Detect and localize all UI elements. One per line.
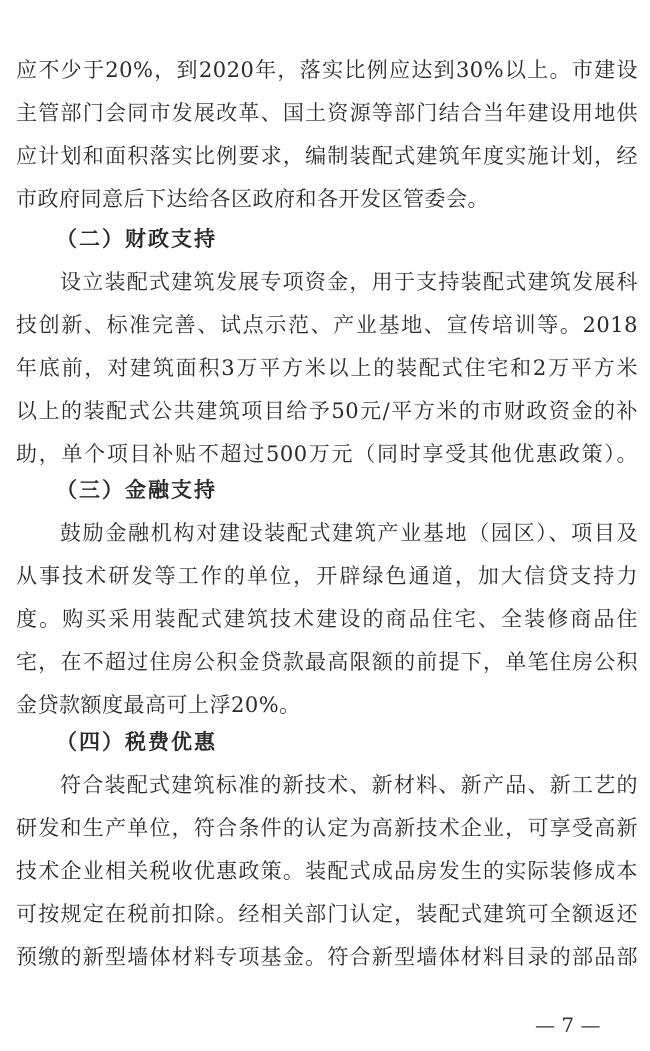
- section-heading-financial-support: （三）金融支持: [56, 478, 217, 502]
- paragraph-line: 符合装配式建筑标准的新技术、新材料、新产品、新工艺的: [60, 773, 638, 797]
- paragraph-line: 技术企业相关税收优惠政策。装配式成品房发生的实际装修成本: [16, 859, 638, 883]
- paragraph-line: 以上的装配式公共建筑项目给予50元/平方米的市财政资金的补: [16, 399, 638, 423]
- paragraph-line: 金贷款额度最高可上浮20%。: [16, 693, 301, 717]
- section-heading-fiscal-support: （二）财政支持: [56, 227, 217, 251]
- paragraph-line: 助，单个项目补贴不超过500万元（同时享受其他优惠政策）。: [16, 442, 638, 466]
- paragraph-line: 设立装配式建筑发展专项资金，用于支持装配式建筑发展科: [60, 270, 638, 294]
- paragraph-line: 宅，在不超过住房公积金贷款最高限额的前提下，单笔住房公积: [16, 650, 638, 674]
- paragraph-line: 预缴的新型墙体材料专项基金。符合新型墙体材料目录的部品部: [16, 945, 638, 969]
- paragraph-line: 技创新、标准完善、试点示范、产业基地、宣传培训等。2018: [16, 313, 638, 337]
- paragraph-line: 年底前，对建筑面积3万平方米以上的装配式住宅和2万平方米: [16, 356, 638, 380]
- page-number: — 7 —: [535, 1013, 601, 1037]
- paragraph-line: 可按规定在税前扣除。经相关部门认定，装配式建筑可全额返还: [16, 902, 638, 926]
- paragraph-line: 应不少于20%，到2020年，落实比例应达到30%以上。市建设: [16, 58, 638, 82]
- paragraph-line: 应计划和面积落实比例要求，编制装配式建筑年度实施计划，经: [16, 144, 638, 168]
- paragraph-line: 鼓励金融机构对建设装配式建筑产业基地（园区）、项目及: [60, 521, 638, 545]
- paragraph-line: 市政府同意后下达给各区政府和各开发区管委会。: [16, 187, 489, 211]
- section-heading-tax-incentives: （四）税费优惠: [56, 730, 217, 754]
- paragraph-line: 度。购买采用装配式建筑技术建设的商品住宅、全装修商品住: [16, 607, 638, 631]
- paragraph-line: 从事技术研发等工作的单位，开辟绿色通道，加大信贷支持力: [16, 564, 638, 588]
- paragraph-line: 主管部门会同市发展改革、国土资源等部门结合当年建设用地供: [16, 101, 638, 125]
- paragraph-line: 研发和生产单位，符合条件的认定为高新技术企业，可享受高新: [16, 816, 638, 840]
